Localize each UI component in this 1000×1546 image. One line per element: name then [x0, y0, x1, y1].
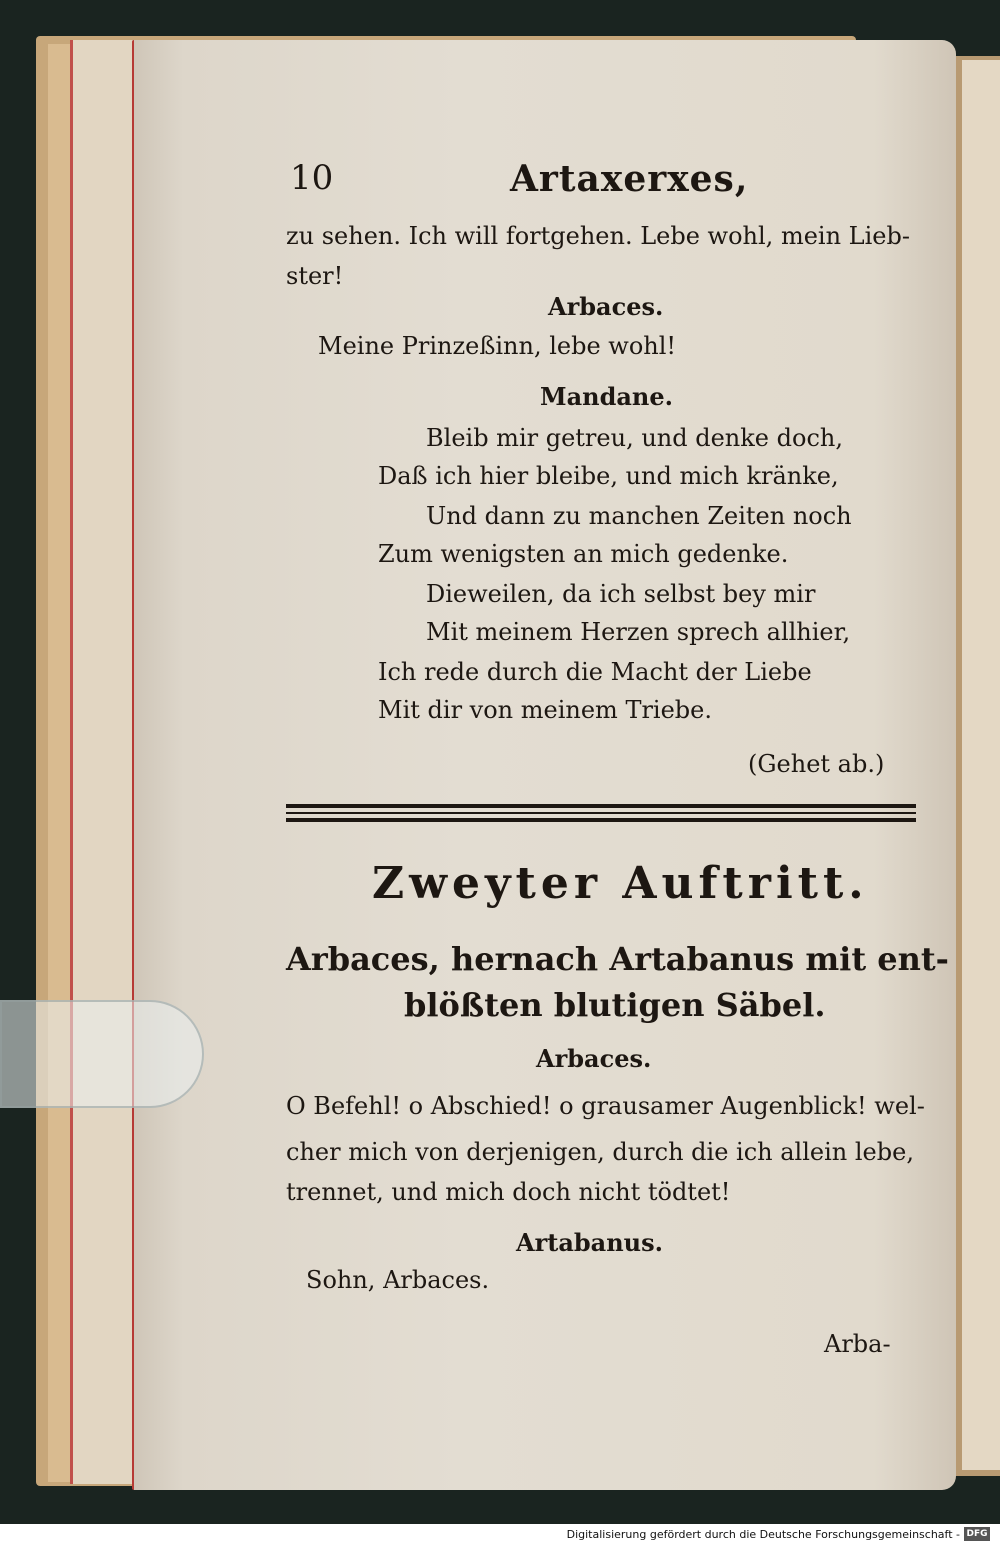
text-line: Sohn, Arbaces. [306, 1266, 490, 1294]
speaker-name: Artabanus. [516, 1228, 663, 1257]
text-line: cher mich von derjenigen, durch die ich allein lebe, [286, 1138, 914, 1166]
verse-line: Und dann zu manchen Zeiten noch [426, 502, 852, 530]
cast-line: blößten blutigen Säbel. [404, 986, 826, 1024]
page-clip [0, 1000, 204, 1108]
verse-line: Dieweilen, da ich selbst bey mir [426, 580, 816, 608]
divider-rule [286, 812, 916, 814]
text-line: O Befehl! o Abschied! o grausamer Augenblick! wel- [286, 1092, 925, 1120]
facing-page-strip [962, 60, 1000, 1470]
divider-rule [286, 804, 916, 808]
footer-credit: Digitalisierung gefördert durch die Deutsche Forschungsgemeinschaft - [566, 1528, 960, 1541]
verse-line: Daß ich hier bleibe, und mich kränke, [378, 462, 839, 490]
running-title: Artaxerxes, [510, 158, 749, 200]
verse-line: Bleib mir getreu, und denke doch, [426, 424, 843, 452]
text-line: Meine Prinzeßinn, lebe wohl! [318, 332, 677, 360]
verse-line: Mit meinem Herzen sprech allhier, [426, 618, 851, 646]
scene-heading: Zweyter Auftritt. [372, 858, 869, 909]
cast-line: Arbaces, hernach Artabanus mit ent- [286, 940, 949, 978]
divider-rule [286, 818, 916, 822]
stage-direction: (Gehet ab.) [748, 750, 885, 778]
verse-line: Ich rede durch die Macht der Liebe [378, 658, 812, 686]
catchword: Arba- [824, 1330, 891, 1358]
text-line: zu sehen. Ich will fortgehen. Lebe wohl, mein Lieb- [286, 222, 910, 250]
text-line: trennet, und mich doch nicht tödtet! [286, 1178, 731, 1206]
page-number: 10 [290, 158, 334, 198]
speaker-name: Arbaces. [548, 292, 664, 321]
verse-line: Zum wenigsten an mich gedenke. [378, 540, 789, 568]
dfg-logo: DFG [964, 1527, 990, 1541]
text-line: ster! [286, 262, 344, 290]
speaker-name: Arbaces. [536, 1044, 652, 1073]
verse-line: Mit dir von meinem Triebe. [378, 696, 712, 724]
speaker-name: Mandane. [540, 382, 673, 411]
